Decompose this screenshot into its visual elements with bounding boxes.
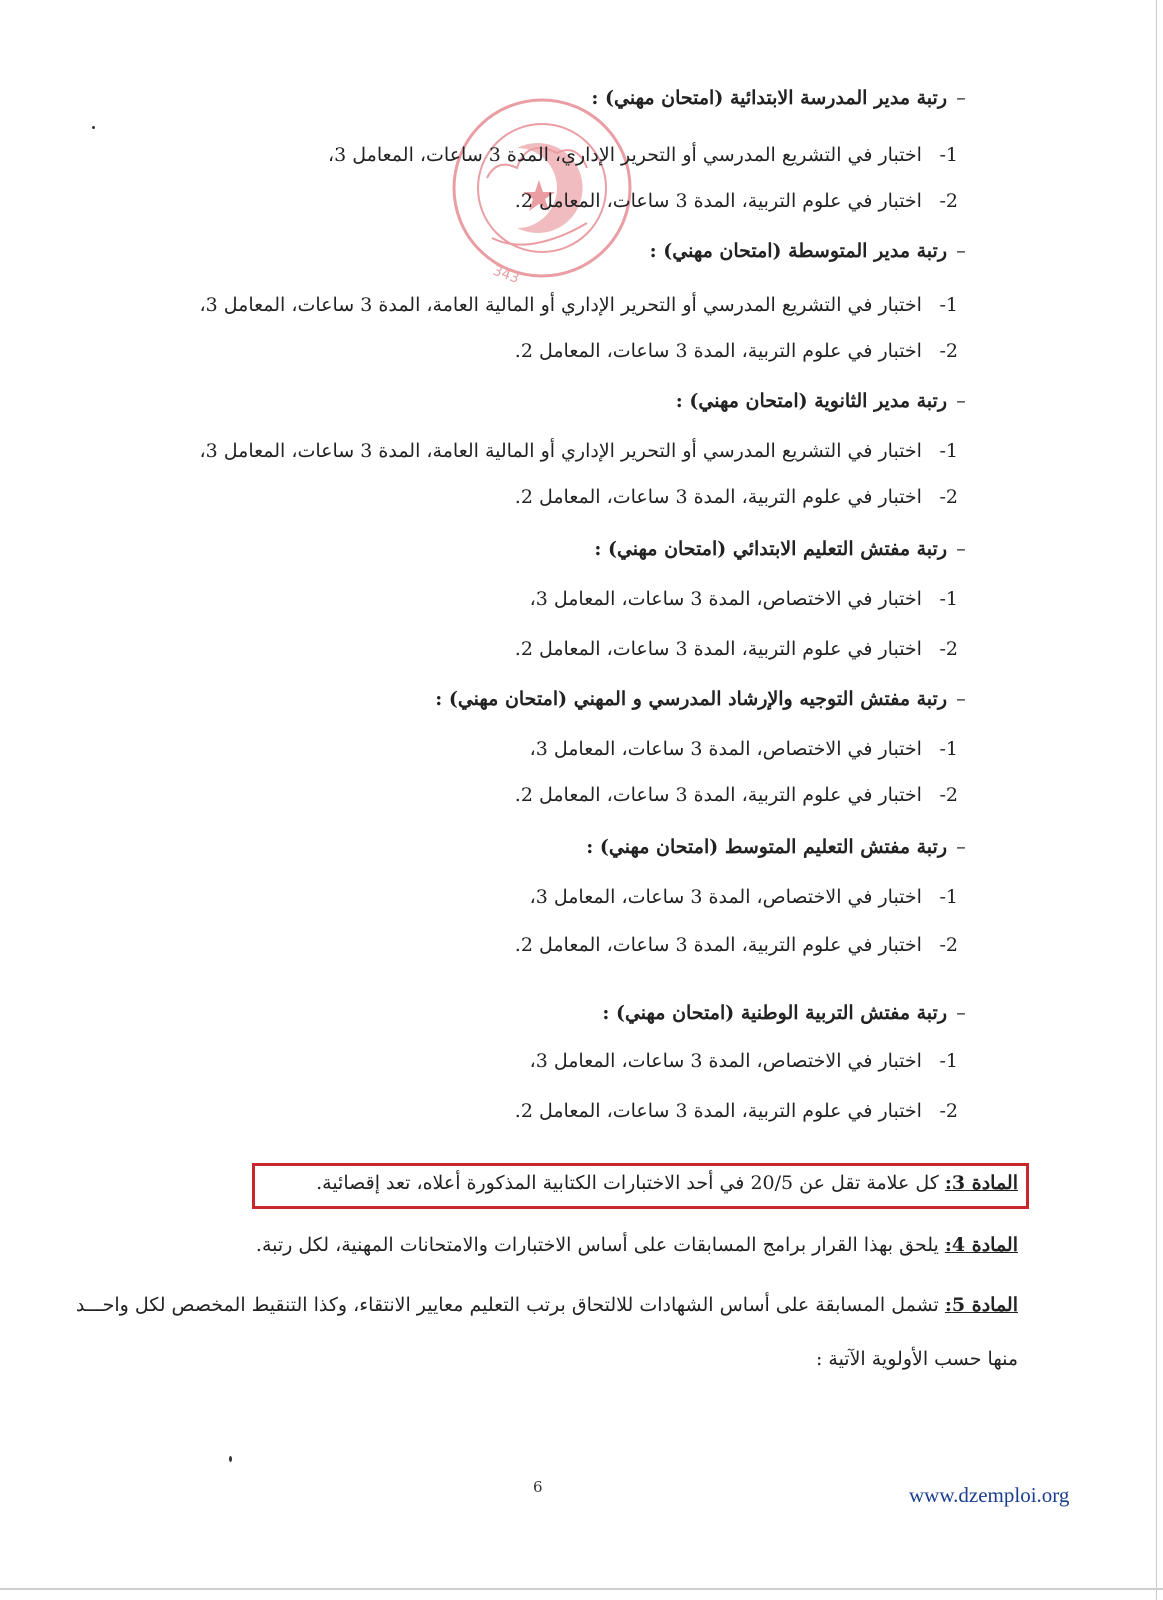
article-5-continuation [816,1344,1018,1374]
page-edge-bottom [0,1588,1163,1590]
item-number: 2- [939,934,958,956]
list-item [530,1046,958,1076]
item-number: 1- [939,144,958,166]
item-text: اختبار في الاختصاص، المدة 3 ساعات، المعامل 3، [529,1050,922,1072]
item-text: اختبار في علوم التربية، المدة 3 ساعات، المعامل 2. [514,934,922,956]
article-label: المادة 5: [944,1294,1018,1316]
list-item [199,290,958,320]
section-title [435,684,975,714]
article-5 [76,1290,1018,1320]
dash-bullet: – [956,538,966,560]
item-number: 2- [939,486,958,508]
item-text: اختبار في الاختصاص، المدة 3 ساعات، المعامل 3، [529,588,922,610]
item-text: اختبار في علوم التربية، المدة 3 ساعات، المعامل 2. [514,784,922,806]
dash-bullet: – [956,836,966,858]
item-number: 1- [939,886,958,908]
item-text: اختبار في علوم التربية، المدة 3 ساعات، المعامل 2. [514,1100,922,1122]
section-title [602,998,975,1028]
item-number: 1- [939,294,958,316]
item-text: اختبار في التشريع المدرسي أو التحرير الإداري، المدة 3 ساعات، المعامل 3، [328,144,922,166]
scan-speck [92,126,95,129]
list-item [530,882,958,912]
section-title [586,832,975,862]
article-text: منها حسب الأولوية الآتية : [815,1348,1018,1370]
list-item [515,482,958,512]
list-item [530,584,958,614]
item-text: اختبار في الاختصاص، المدة 3 ساعات، المعامل 3، [529,886,922,908]
section-title-text: رتبة مدير الثانوية (امتحان مهني) : [675,390,947,412]
list-item [199,436,958,466]
item-text: اختبار في التشريع المدرسي أو التحرير الإداري أو المالية العامة، المدة 3 ساعات، المعامل 3، [199,294,922,316]
item-number: 1- [939,440,958,462]
dash-bullet: – [956,1002,966,1024]
article-label: المادة 4: [944,1234,1018,1256]
section-title [650,236,975,266]
article-3 [316,1168,1018,1198]
section-title-text: رتبة مفتش التربية الوطنية (امتحان مهني) : [602,1002,947,1024]
item-number: 1- [939,1050,958,1072]
article-label: المادة 3: [944,1172,1018,1194]
dash-bullet: – [956,240,966,262]
list-item [515,336,958,366]
list-item [530,734,958,764]
section-title-text: رتبة مدير المتوسطة (امتحان مهني) : [649,240,947,262]
list-item [515,634,958,664]
item-number: 2- [939,340,958,362]
item-text: اختبار في علوم التربية، المدة 3 ساعات، المعامل 2. [514,486,922,508]
item-number: 2- [939,784,958,806]
section-title-text: رتبة مفتش التعليم المتوسط (امتحان مهني) : [586,836,947,858]
stamp-number: 343 [490,262,522,287]
footer-url: www.dzemploi.org [909,1483,1070,1507]
item-text: اختبار في علوم التربية، المدة 3 ساعات، المعامل 2. [514,638,922,660]
item-text: اختبار في علوم التربية، المدة 3 ساعات، المعامل 2. [514,190,922,212]
list-item [328,140,958,170]
item-number: 2- [939,190,958,212]
dash-bullet: – [956,87,966,109]
section-title [594,534,975,564]
dash-bullet: – [956,688,966,710]
article-text: كل علامة تقل عن 20/5 في أحد الاختبارات الكتابية المذكورة أعلاه، تعد إقصائية. [316,1172,945,1194]
article-4 [256,1230,1018,1260]
page-edge-right [1156,0,1157,1600]
dash-bullet: – [956,390,966,412]
section-title-text: رتبة مفتش التوجيه والإرشاد المدرسي و المهني (امتحان مهني) : [435,688,947,710]
item-text: اختبار في علوم التربية، المدة 3 ساعات، المعامل 2. [514,340,922,362]
item-number: 2- [939,638,958,660]
section-title [591,83,975,113]
section-title-text: رتبة مدير المدرسة الابتدائية (امتحان مهني) : [591,87,947,109]
list-item [515,930,958,960]
list-item [515,1096,958,1126]
item-number: 1- [939,738,958,760]
article-text: يلحق بهذا القرار برامج المسابقات على أساس الاختبارات والامتحانات المهنية، لكل رتبة. [255,1234,945,1256]
item-number: 1- [939,588,958,610]
list-item [515,186,958,216]
section-title [676,386,975,416]
item-text: اختبار في التشريع المدرسي أو التحرير الإداري أو المالية العامة، المدة 3 ساعات، المعامل 3، [199,440,922,462]
item-text: اختبار في الاختصاص، المدة 3 ساعات، المعامل 3، [529,738,922,760]
list-item [515,780,958,810]
section-title-text: رتبة مفتش التعليم الابتدائي (امتحان مهني) : [594,538,947,560]
article-text: تشمل المسابقة على أساس الشهادات للالتحاق برتب التعليم معايير الانتقاء، وكذا التنقيط المخصص لكل واحـــد [75,1294,945,1316]
item-number: 2- [939,1100,958,1122]
scan-speck [229,1456,232,1462]
page-number: 6 [533,1478,543,1496]
